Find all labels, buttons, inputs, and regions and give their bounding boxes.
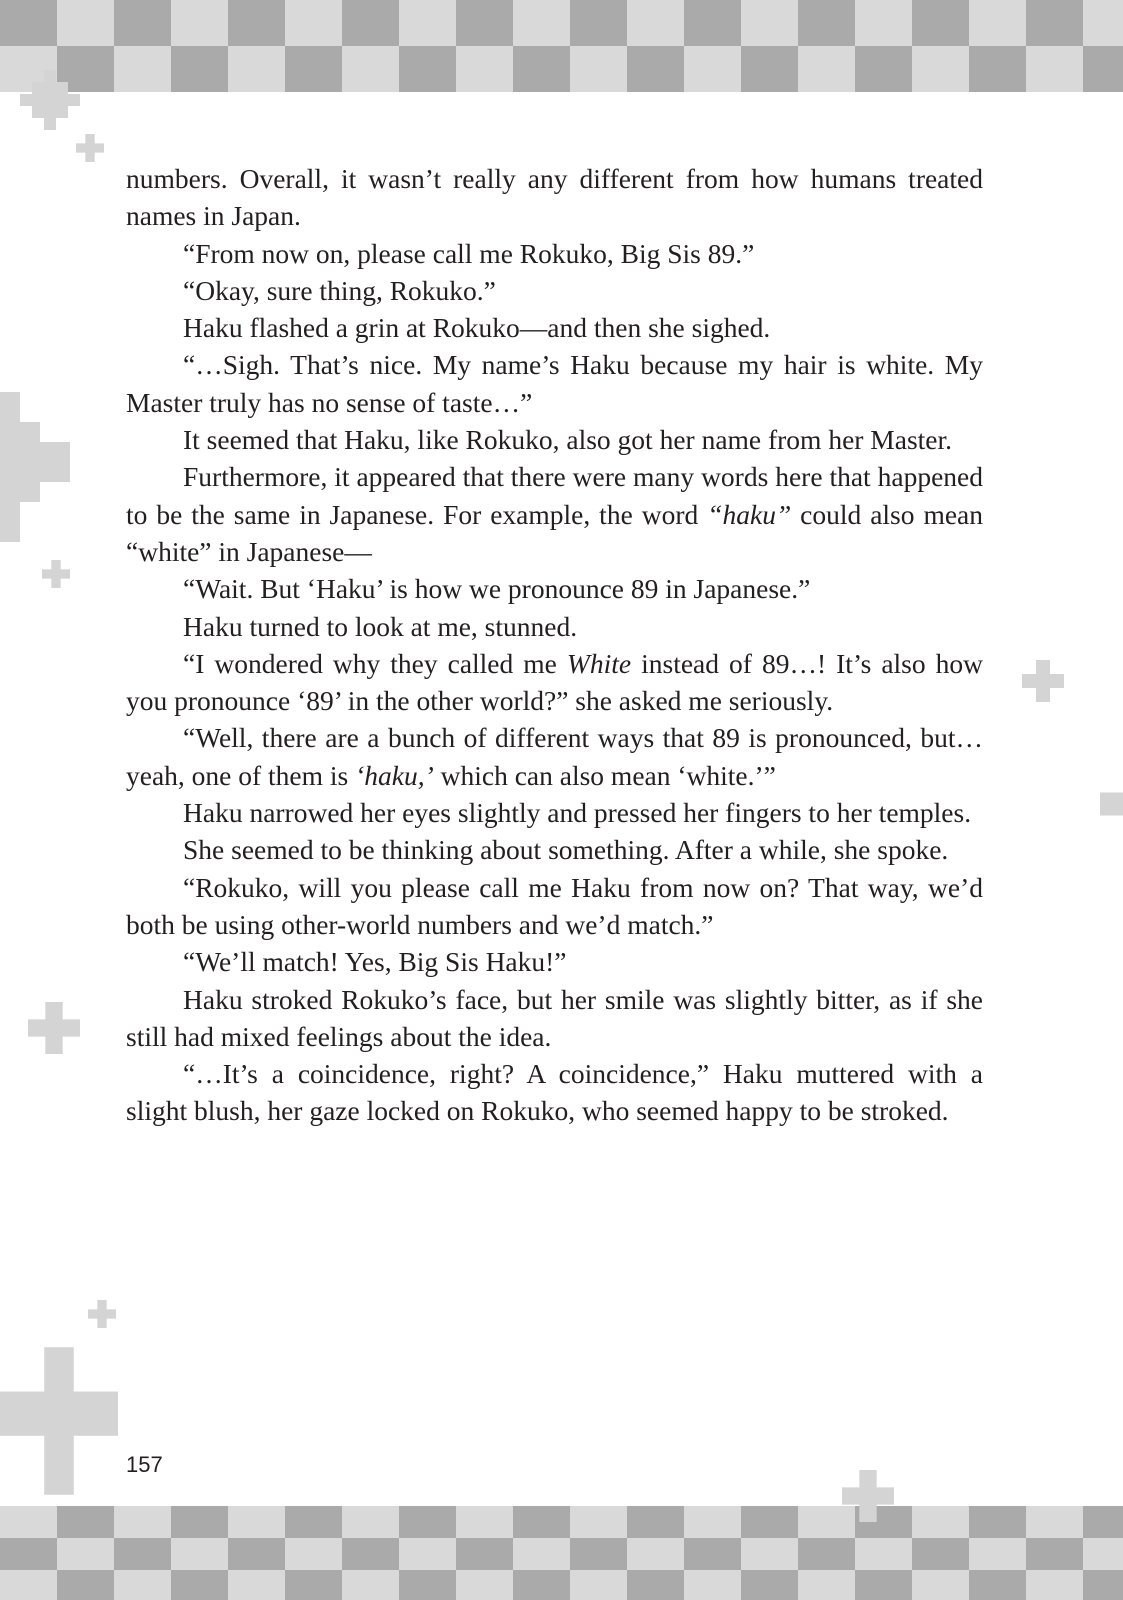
paragraph xyxy=(126,421,983,458)
checker-square xyxy=(285,46,342,92)
checker-square xyxy=(798,1570,855,1600)
checker-square xyxy=(171,1506,228,1538)
text-segment: “I wondered why they called me xyxy=(183,647,567,679)
top-checkered-border xyxy=(0,0,1123,92)
paragraph xyxy=(126,160,983,235)
checker-square xyxy=(570,0,627,46)
checker-square xyxy=(912,1506,969,1538)
checker-square xyxy=(627,46,684,92)
checker-square xyxy=(399,1506,456,1538)
checker-square xyxy=(342,1570,399,1600)
checker-square xyxy=(285,1570,342,1600)
body-text xyxy=(126,160,983,1130)
sparkle-icon xyxy=(42,560,70,588)
paragraph xyxy=(126,458,983,570)
checker-square xyxy=(684,1506,741,1538)
checker-square xyxy=(570,1506,627,1538)
checker-square xyxy=(1083,46,1123,92)
text-segment: Haku narrowed her eyes slightly and pressed her fingers to her temples. xyxy=(183,797,972,829)
checker-square xyxy=(912,46,969,92)
text-segment: numbers. Overall, it wasn’t really any different from how humans treated names in Japan. xyxy=(126,163,983,232)
checker-square xyxy=(0,1538,57,1570)
text-segment: “…Sigh. That’s nice. My name’s Haku because my hair is white. My Master truly has no sense of taste…” xyxy=(126,349,983,418)
text-segment: which can also mean ‘white.’” xyxy=(433,759,776,791)
paragraph xyxy=(126,608,983,645)
text-segment: “Rokuko, will you please call me Haku from now on? That way, we’d both be using other-world numbers and we’d match.” xyxy=(126,871,983,940)
checker-square xyxy=(1083,1538,1123,1570)
text-segment: “Okay, sure thing, Rokuko.” xyxy=(183,274,496,306)
checker-square xyxy=(513,0,570,46)
checker-pattern-bottom xyxy=(0,1506,1123,1600)
checker-square xyxy=(570,46,627,92)
text-segment: She seemed to be thinking about something. After a while, she spoke. xyxy=(183,834,949,866)
checker-square xyxy=(741,1506,798,1538)
paragraph xyxy=(126,794,983,831)
text-segment: “We’ll match! Yes, Big Sis Haku!” xyxy=(183,946,567,978)
checker-square xyxy=(114,46,171,92)
sparkle-icon xyxy=(1100,790,1123,818)
sparkle-icon xyxy=(0,1346,118,1496)
checker-square xyxy=(342,1538,399,1570)
checker-square xyxy=(456,1570,513,1600)
checker-square xyxy=(741,1538,798,1570)
text-segment: Haku turned to look at me, stunned. xyxy=(183,610,578,642)
paragraph xyxy=(126,981,983,1056)
sparkle-icon xyxy=(1022,660,1064,702)
paragraph xyxy=(126,831,983,868)
text-segment: “Well, there are a bunch of different ways that 89 is pronounced, but…yeah, one of them is xyxy=(126,722,983,791)
sparkle-icon xyxy=(88,1300,116,1328)
italic-text: ‘haku,’ xyxy=(355,759,434,791)
checker-square xyxy=(228,1506,285,1538)
checker-square xyxy=(1026,0,1083,46)
checker-square xyxy=(684,0,741,46)
text-segment: “From now on, please call me Rokuko, Big Sis 89.” xyxy=(183,237,755,269)
checker-square xyxy=(399,1538,456,1570)
paragraph xyxy=(126,346,983,421)
checker-square xyxy=(57,1506,114,1538)
checker-square xyxy=(1026,1538,1083,1570)
checker-square xyxy=(570,1538,627,1570)
checker-square xyxy=(285,1538,342,1570)
sparkle-icon xyxy=(76,134,104,162)
checker-square xyxy=(627,1570,684,1600)
paragraph xyxy=(126,570,983,607)
sparkle-icon xyxy=(842,1470,894,1522)
checker-square xyxy=(969,1570,1026,1600)
paragraph xyxy=(126,309,983,346)
checker-square xyxy=(1026,46,1083,92)
checker-square xyxy=(741,46,798,92)
checker-square xyxy=(57,1538,114,1570)
paragraph xyxy=(126,645,983,720)
checker-square xyxy=(969,1506,1026,1538)
checker-square xyxy=(342,1506,399,1538)
checker-square xyxy=(1026,1506,1083,1538)
checker-square xyxy=(798,1538,855,1570)
paragraph xyxy=(126,719,983,794)
checker-square xyxy=(114,1570,171,1600)
checker-square xyxy=(741,1570,798,1600)
checker-square xyxy=(456,1538,513,1570)
checker-square xyxy=(798,0,855,46)
checker-square xyxy=(912,0,969,46)
text-segment: could also mean “white” in Japanese— xyxy=(126,498,984,567)
checker-square xyxy=(855,0,912,46)
paragraph xyxy=(126,869,983,944)
checker-square xyxy=(342,46,399,92)
checker-square xyxy=(855,1538,912,1570)
sparkle-icon xyxy=(0,392,70,542)
checker-square xyxy=(684,46,741,92)
checker-square xyxy=(399,0,456,46)
checker-square xyxy=(513,1538,570,1570)
checker-square xyxy=(969,46,1026,92)
page-number: 157 xyxy=(126,1452,163,1477)
checker-square xyxy=(228,0,285,46)
checker-square xyxy=(171,46,228,92)
checker-square xyxy=(969,1538,1026,1570)
checker-square xyxy=(285,1506,342,1538)
checker-square xyxy=(171,1570,228,1600)
checker-square xyxy=(1083,0,1123,46)
checker-square xyxy=(342,0,399,46)
checker-square xyxy=(0,0,57,46)
checker-square xyxy=(912,1538,969,1570)
checker-square xyxy=(456,0,513,46)
paragraph xyxy=(126,235,983,272)
checker-square xyxy=(456,46,513,92)
bottom-checkered-border xyxy=(0,1506,1123,1600)
italic-text: White xyxy=(566,647,632,679)
checker-square xyxy=(855,1570,912,1600)
paragraph xyxy=(126,943,983,980)
checker-square xyxy=(171,1538,228,1570)
checker-square xyxy=(969,0,1026,46)
checker-square xyxy=(513,46,570,92)
paragraph xyxy=(126,272,983,309)
checker-square xyxy=(570,1570,627,1600)
checker-square xyxy=(513,1570,570,1600)
sparkle-icon xyxy=(28,1002,80,1054)
text-segment: instead of 89…! It’s also how you pronounce ‘89’ in the other world?” she asked me seriously. xyxy=(126,647,983,717)
checker-square xyxy=(855,46,912,92)
paragraph xyxy=(126,1055,983,1130)
sparkle-icon xyxy=(20,70,80,130)
checker-square xyxy=(1026,1570,1083,1600)
text-segment: Haku stroked Rokuko’s face, but her smile was slightly bitter, as if she still had mixed feelings about the idea. xyxy=(126,983,983,1052)
checker-square xyxy=(114,1506,171,1538)
text-segment: “…It’s a coincidence, right? A coincidence,” Haku muttered with a slight blush, her gaze locked on Rokuko, who seemed happy to be stroked. xyxy=(126,1058,983,1127)
checker-square xyxy=(171,0,228,46)
text-segment: It seemed that Haku, like Rokuko, also got her name from her Master. xyxy=(183,424,953,456)
checker-square xyxy=(684,1570,741,1600)
checker-square xyxy=(114,1538,171,1570)
checker-square xyxy=(0,1506,57,1538)
checker-pattern-top xyxy=(0,0,1123,92)
checker-square xyxy=(627,0,684,46)
checker-square xyxy=(57,1570,114,1600)
checker-square xyxy=(57,0,114,46)
checker-square xyxy=(228,1570,285,1600)
checker-square xyxy=(1083,1506,1123,1538)
checker-square xyxy=(684,1538,741,1570)
text-segment: Furthermore, it appeared that there were many words here that happened to be the same in Japanese. For example, the word xyxy=(126,461,983,530)
italic-text: “haku” xyxy=(707,498,792,530)
checker-square xyxy=(285,0,342,46)
checker-square xyxy=(228,1538,285,1570)
text-segment: Haku flashed a grin at Rokuko—and then she sighed. xyxy=(183,312,771,344)
checker-square xyxy=(798,46,855,92)
checker-square xyxy=(228,46,285,92)
checker-square xyxy=(114,0,171,46)
checker-square xyxy=(1083,1570,1123,1600)
checker-square xyxy=(0,1570,57,1600)
checker-square xyxy=(513,1506,570,1538)
checker-square xyxy=(741,0,798,46)
checker-square xyxy=(912,1570,969,1600)
text-segment: “Wait. But ‘Haku’ is how we pronounce 89 in Japanese.” xyxy=(183,573,811,605)
checker-square xyxy=(627,1506,684,1538)
checker-square xyxy=(399,46,456,92)
checker-square xyxy=(399,1570,456,1600)
checker-square xyxy=(456,1506,513,1538)
checker-square xyxy=(627,1538,684,1570)
